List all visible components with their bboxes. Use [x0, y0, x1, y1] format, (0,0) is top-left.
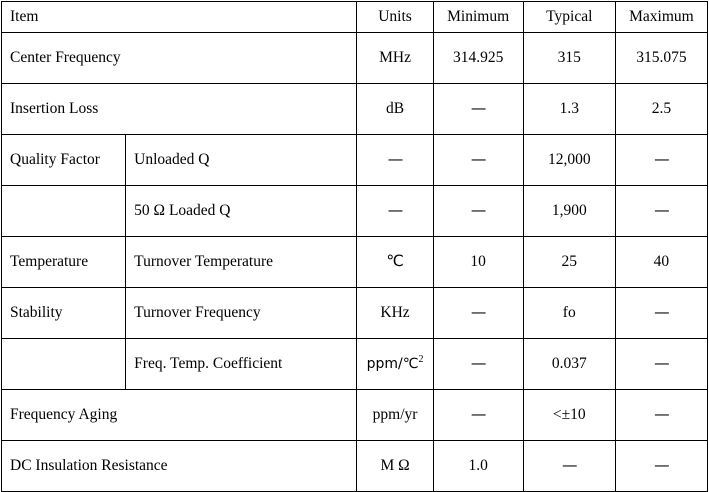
cell-maximum: 40 [615, 236, 707, 287]
cell-minimum: — [433, 185, 523, 236]
cell-typical: 0.037 [523, 338, 615, 389]
cell-maximum: — [615, 185, 707, 236]
table-header-row [2, 2, 708, 33]
header-typical: Typical [523, 2, 615, 33]
table-row [2, 134, 708, 185]
cell-minimum: 314.925 [433, 32, 523, 83]
cell-typical: <±10 [523, 389, 615, 440]
cell-maximum: — [615, 389, 707, 440]
header-maximum: Maximum [615, 2, 707, 33]
cell-units-superscript: 2 [418, 353, 424, 365]
cell-maximum: — [615, 287, 707, 338]
cell-minimum: — [433, 83, 523, 134]
cell-minimum: — [433, 389, 523, 440]
cell-typical: 1.3 [523, 83, 615, 134]
cell-typical: 315 [523, 32, 615, 83]
cell-units-base: ppm/℃ [366, 355, 419, 372]
cell-minimum: — [433, 134, 523, 185]
cell-maximum: 2.5 [615, 83, 707, 134]
row-label-frequency-aging: Frequency Aging [2, 389, 357, 440]
row-group-empty [2, 338, 126, 389]
cell-units: — [357, 134, 433, 185]
cell-maximum: — [615, 134, 707, 185]
cell-units: ppm/yr [357, 389, 433, 440]
row-label-dc-insulation-resistance: DC Insulation Resistance [2, 440, 357, 491]
cell-minimum: — [433, 287, 523, 338]
cell-typical: — [523, 440, 615, 491]
cell-minimum: 10 [433, 236, 523, 287]
cell-units [357, 338, 433, 389]
cell-minimum: 1.0 [433, 440, 523, 491]
table-row [2, 440, 708, 491]
header-minimum: Minimum [433, 2, 523, 33]
table-row [2, 389, 708, 440]
cell-minimum: — [433, 338, 523, 389]
row-group-empty [2, 185, 126, 236]
row-label-insertion-loss: Insertion Loss [2, 83, 357, 134]
table-row [2, 83, 708, 134]
cell-units: dB [357, 83, 433, 134]
spec-table-page [0, 1, 709, 474]
row-group-stability: Stability [2, 287, 126, 338]
cell-units: — [357, 185, 433, 236]
table-row [2, 287, 708, 338]
table-row [2, 338, 708, 389]
cell-maximum: 315.075 [615, 32, 707, 83]
cell-typical: 25 [523, 236, 615, 287]
header-units: Units [357, 2, 433, 33]
table-row [2, 236, 708, 287]
row-sublabel-turnover-temperature: Turnover Temperature [126, 236, 357, 287]
table-row [2, 32, 708, 83]
row-sublabel-freq-temp-coefficient: Freq. Temp. Coefficient [126, 338, 357, 389]
cell-units: MHz [357, 32, 433, 83]
row-sublabel-turnover-frequency: Turnover Frequency [126, 287, 357, 338]
cell-maximum: — [615, 338, 707, 389]
cell-typical: 12,000 [523, 134, 615, 185]
cell-typical: fo [523, 287, 615, 338]
cell-maximum: — [615, 440, 707, 491]
row-group-temperature: Temperature [2, 236, 126, 287]
cell-units: KHz [357, 287, 433, 338]
cell-units: ℃ [357, 236, 433, 287]
row-label-center-frequency: Center Frequency [2, 32, 357, 83]
specifications-table [1, 1, 708, 492]
header-item: Item [2, 2, 357, 33]
table-row [2, 185, 708, 236]
row-sublabel-unloaded-q: Unloaded Q [126, 134, 357, 185]
cell-typical: 1,900 [523, 185, 615, 236]
row-sublabel-loaded-q: 50 Ω Loaded Q [126, 185, 357, 236]
row-group-quality-factor: Quality Factor [2, 134, 126, 185]
cell-units: M Ω [357, 440, 433, 491]
